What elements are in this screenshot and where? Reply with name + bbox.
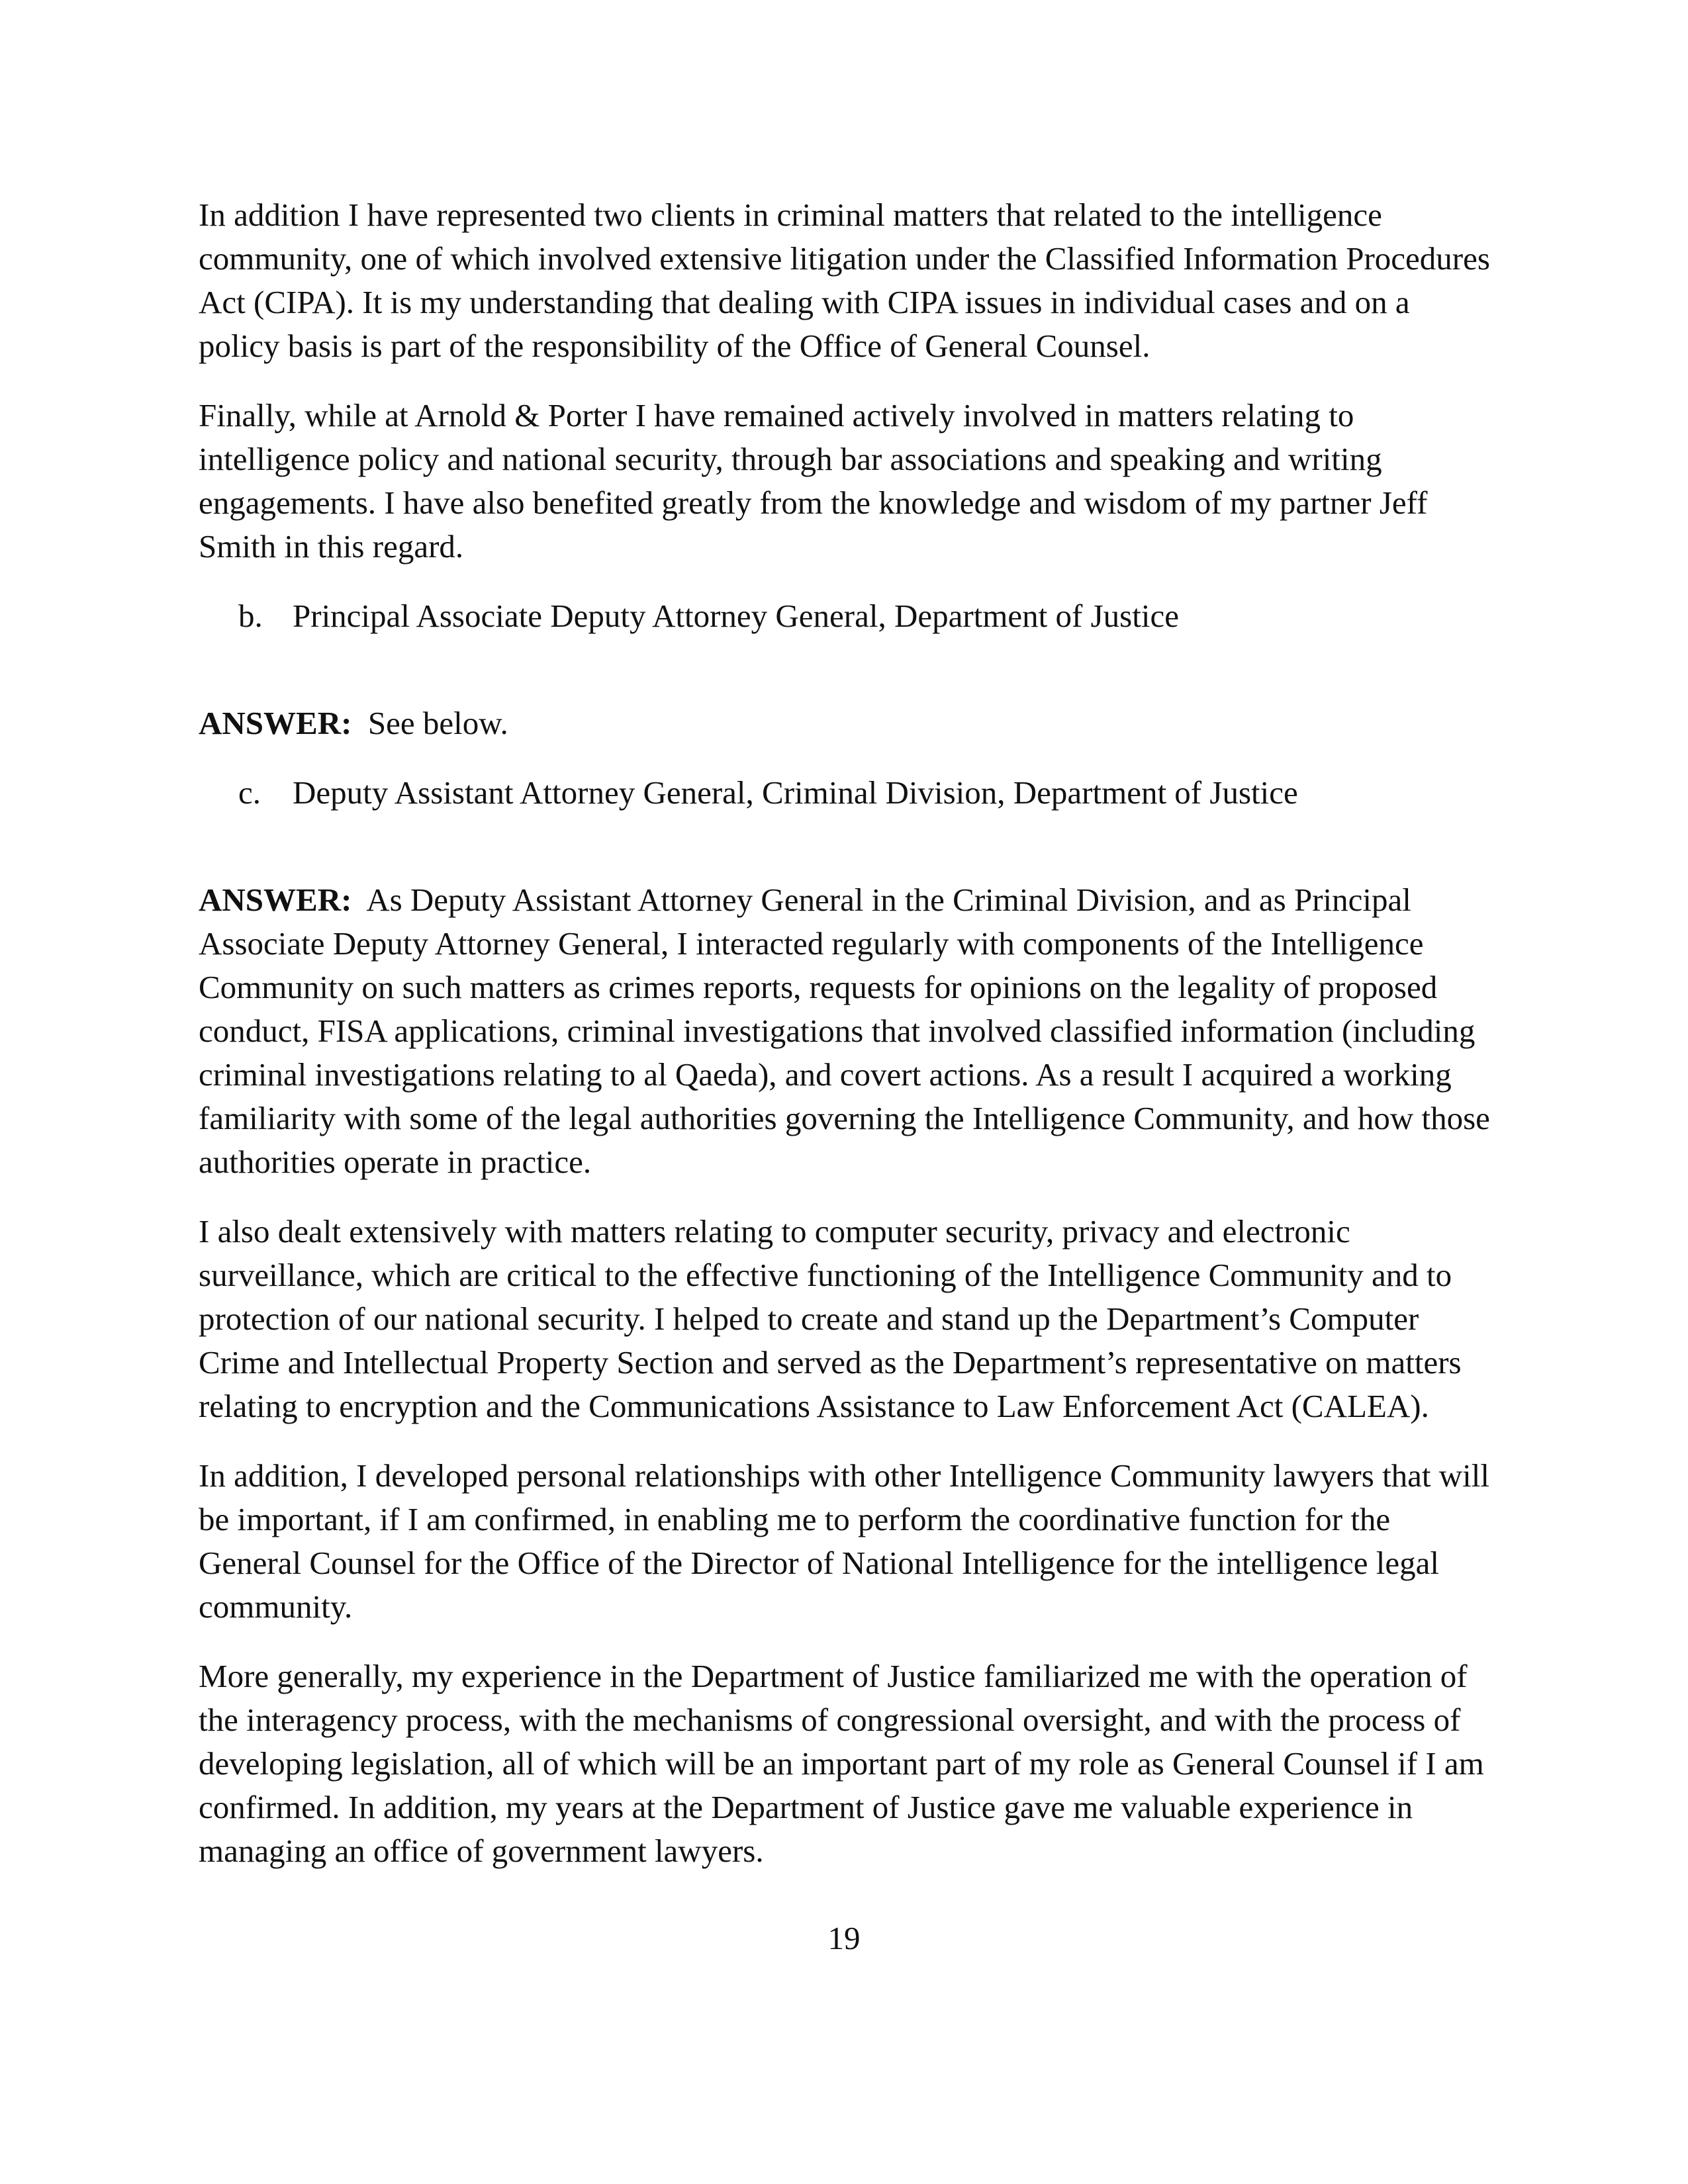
list-marker-c: c. [238,774,261,811]
document-page [199,193,1496,1899]
answer-c [199,878,1496,1184]
paragraph-arnold-porter: Finally, while at Arnold & Porter I have remained actively involved in matters relating to intelligence policy and national security, through bar associations and speaking and writing engagements. I have also benefited greatly from the knowledge and wisdom of my partner Jeff Smith in this regard. [199,397,1428,565]
paragraph-personal-relationships: In addition, I developed personal relationships with other Intelligence Community lawyers that will be important, if I am confirmed, in enabling me to perform the coordinative function for the General Counsel for the Office of the Director of National Intelligence for the intelligence legal community. [199,1457,1490,1625]
answer-label: ANSWER: [199,705,352,741]
answer-c-text: As Deputy Assistant Attorney General in the Criminal Division, and as Principal Associate Deputy Attorney General, I interacted regularly with components of the Intelligence Community on such matters as crimes reports, requests for opinions on the legality of proposed conduct, FISA applications, criminal investigations that involved classified information (including criminal investigations relating to al Qaeda), and covert actions. As a result I acquired a working familiarity with some of the legal authorities governing the Intelligence Community, and how those authorities operate in practice. [199,882,1490,1180]
list-item-c [199,771,1496,815]
list-item-b [199,594,1496,638]
list-marker-b: b. [238,598,263,634]
paragraph-more-generally: More generally, my experience in the Department of Justice familiarized me with the operation of the interagency process, with the mechanisms of congressional oversight, and with the process of developing legislation, all of which will be an important part of my role as General Counsel if I am confirmed. In addition, my years at the Department of Justice gave me valuable experience in managing an office of government lawyers. [199,1658,1484,1869]
answer-label: ANSWER: [199,882,352,918]
page-number: 19 [827,1920,861,1956]
list-item-b-text: Principal Associate Deputy Attorney General, Department of Justice [293,598,1179,634]
answer-b [199,702,1496,745]
paragraph-cipa-clients: In addition I have represented two clients in criminal matters that related to the intelligence community, one of which involved extensive litigation under the Classified Information Procedures Act (CIPA). It is my understanding that dealing with CIPA issues in individual cases and on a policy basis is part of the responsibility of the Office of General Counsel. [199,197,1490,364]
answer-b-text: See below. [367,705,508,741]
list-item-c-text: Deputy Assistant Attorney General, Criminal Division, Department of Justice [293,774,1298,811]
paragraph-computer-security: I also dealt extensively with matters relating to computer security, privacy and electronic surveillance, which are critical to the effective functioning of the Intelligence Community and to protection of our national security. I helped to create and stand up the Department’s Computer Crime and Intellectual Property Section and served as the Department’s representative on matters relating to encryption and the Communications Assistance to Law Enforcement Act (CALEA). [199,1213,1462,1424]
